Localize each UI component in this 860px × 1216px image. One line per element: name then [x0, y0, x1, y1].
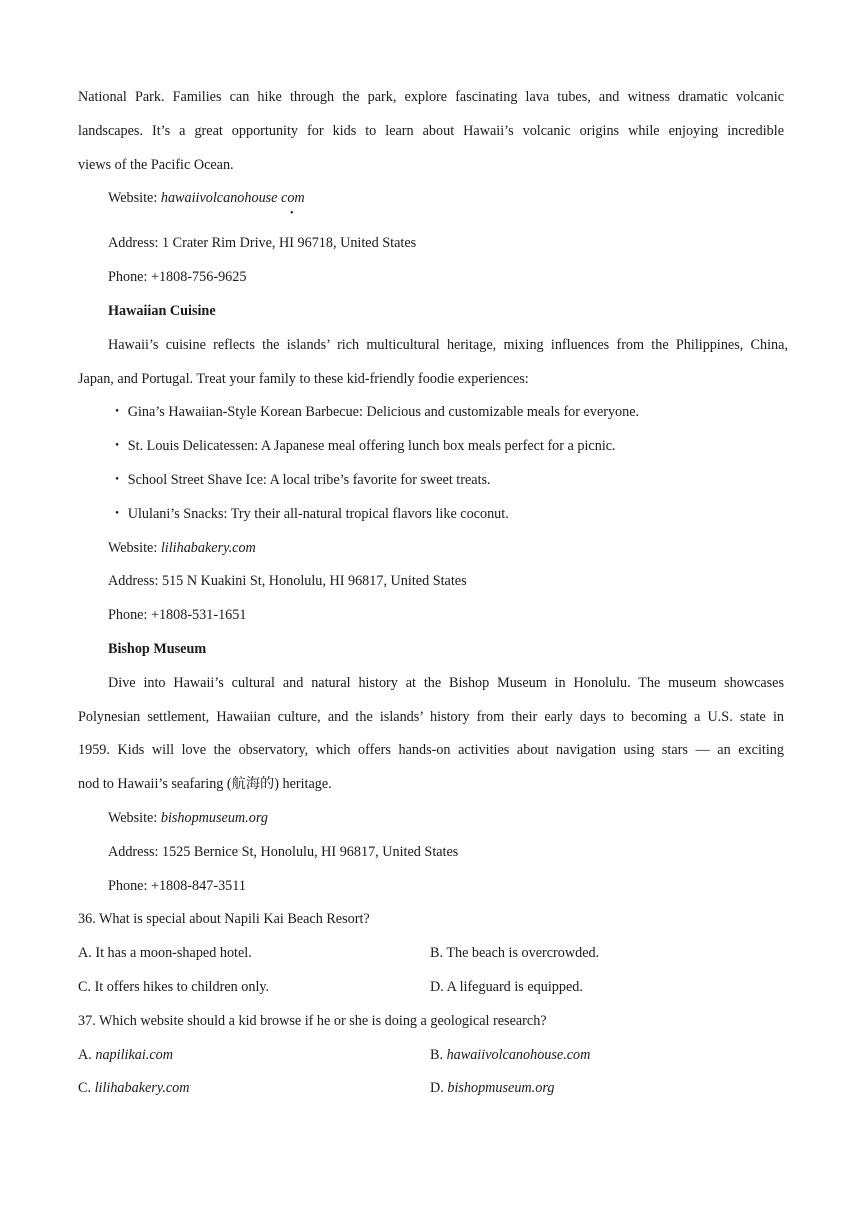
website-label: Website:	[108, 540, 161, 556]
question-stem: 36. What is special about Napili Kai Beach Resort?	[78, 911, 370, 927]
option-letter: B.	[430, 945, 447, 961]
cuisine-bullet-item: ・ St. Louis Delicatessen: A Japanese meal offering lunch box meals perfect for a picnic.	[110, 438, 616, 454]
stray-dot-mark: •	[290, 208, 294, 219]
option-text: bishopmuseum.org	[447, 1080, 555, 1096]
option-text: It offers hikes to children only.	[94, 979, 270, 995]
answer-option	[78, 1078, 190, 1098]
website-label: Website:	[108, 190, 161, 206]
museum-heading: Bishop Museum	[108, 641, 207, 657]
option-text: napilikai.com	[95, 1047, 173, 1063]
cuisine-address: Address: 515 N Kuakini St, Honolulu, HI 96817, United States	[108, 573, 467, 589]
cuisine-paragraph-line: Japan, and Portugal. Treat your family to these kid-friendly foodie experiences:	[78, 371, 529, 387]
answer-option	[78, 977, 269, 997]
volcano-phone: Phone: +1808-756-9625	[108, 269, 247, 285]
option-letter: C.	[78, 1080, 95, 1096]
answer-option	[430, 943, 599, 963]
option-text: A lifeguard is equipped.	[446, 979, 583, 995]
cuisine-phone: Phone: +1808-531-1651	[108, 607, 247, 623]
museum-website	[108, 808, 268, 828]
volcano-paragraph-line: landscapes. It’s a great opportunity for kids to learn about Hawaii’s volcanic origins while enjoying incredible	[78, 123, 784, 139]
cuisine-bullet-item: ・ School Street Shave Ice: A local tribe’s favorite for sweet treats.	[110, 472, 491, 488]
answer-option	[430, 1045, 590, 1065]
option-text: hawaiivolcanohouse.com	[446, 1047, 591, 1063]
museum-address: Address: 1525 Bernice St, Honolulu, HI 96817, United States	[108, 844, 459, 860]
museum-paragraph-line: Polynesian settlement, Hawaiian culture, and the islands’ history from their early days to becoming a U.S. state in	[78, 709, 784, 725]
website-url: bishopmuseum.org	[160, 810, 268, 826]
cuisine-heading: Hawaiian Cuisine	[108, 303, 216, 319]
answer-option	[430, 977, 583, 997]
volcano-paragraph-line: National Park. Families can hike through the park, explore fascinating lava tubes, and witness dramatic volcanic	[78, 89, 784, 105]
website-url: hawaiivolcanohouse com	[160, 190, 305, 206]
volcano-website	[108, 188, 305, 208]
option-text: The beach is overcrowded.	[446, 945, 600, 961]
option-letter: D.	[430, 979, 447, 995]
museum-paragraph-line: 1959. Kids will love the observatory, which offers hands-on activities about navigation using stars — an exciting	[78, 742, 784, 758]
cuisine-bullet-item: ・ Gina’s Hawaiian-Style Korean Barbecue: Delicious and customizable meals for everyone.	[110, 404, 640, 420]
option-letter: B.	[430, 1047, 447, 1063]
answer-option	[78, 1045, 173, 1065]
website-url: lilihabakery.com	[160, 540, 256, 556]
website-label: Website:	[108, 810, 161, 826]
option-letter: A.	[78, 945, 96, 961]
question-stem: 37. Which website should a kid browse if he or she is doing a geological research?	[78, 1013, 547, 1029]
volcano-address: Address: 1 Crater Rim Drive, HI 96718, United States	[108, 235, 417, 251]
volcano-paragraph-line: views of the Pacific Ocean.	[78, 157, 234, 173]
cuisine-bullet-item: ・ Ululani’s Snacks: Try their all-natural tropical flavors like coconut.	[110, 506, 509, 522]
option-letter: A.	[78, 1047, 96, 1063]
cuisine-website	[108, 538, 256, 558]
option-letter: C.	[78, 979, 95, 995]
answer-option	[78, 943, 252, 963]
option-text: lilihabakery.com	[94, 1080, 190, 1096]
option-letter: D.	[430, 1080, 448, 1096]
cuisine-paragraph-line: Hawaii’s cuisine reflects the islands’ rich multicultural heritage, mixing influences from the Philippines, China,	[108, 337, 788, 353]
museum-phone: Phone: +1808-847-3511	[108, 878, 246, 894]
museum-paragraph-line: Dive into Hawaii’s cultural and natural history at the Bishop Museum in Honolulu. The museum showcases	[108, 675, 784, 691]
answer-option	[430, 1078, 554, 1098]
museum-paragraph-line: nod to Hawaii’s seafaring (航海的) heritage.	[78, 776, 332, 792]
option-text: It has a moon-shaped hotel.	[95, 945, 252, 961]
